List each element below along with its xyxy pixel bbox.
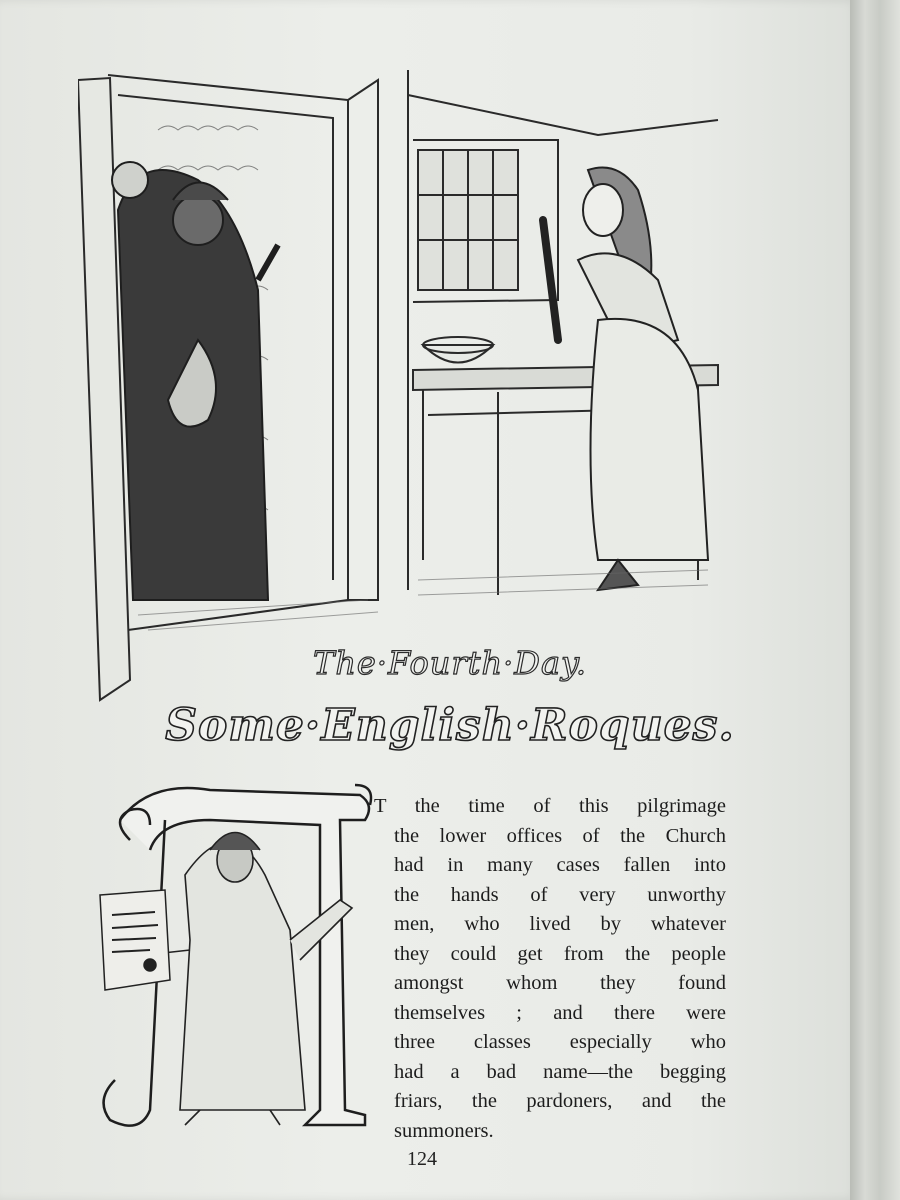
text-line: men, who lived by whatever xyxy=(394,913,726,935)
text-line: the lower offices of the Church xyxy=(394,824,726,847)
body-paragraph xyxy=(374,792,726,1146)
text-line: summoners. xyxy=(394,1119,494,1142)
page-edge xyxy=(850,0,900,1200)
text-line: T the time of this pilgrimage xyxy=(374,795,726,817)
text-line: friars, the pardoners, and the xyxy=(394,1090,726,1112)
text-line: the hands of very unworthy xyxy=(394,883,726,906)
text-line: amongst whom they found xyxy=(394,972,726,994)
chapter-day-heading: The·Fourth·Day. xyxy=(312,644,588,682)
chapter-title: Some·English·Roques. xyxy=(165,700,735,751)
text-line: had in many cases fallen into xyxy=(394,854,726,876)
text-line: they could get from the people xyxy=(394,942,726,965)
illuminated-initial-friar xyxy=(90,780,380,1150)
kitchen-doorway-illustration xyxy=(78,40,728,710)
text-line: themselves ; and there were xyxy=(394,1001,726,1024)
text-line: three classes especially who xyxy=(394,1031,726,1053)
page-number: 124 xyxy=(407,1148,437,1170)
text-line: had a bad name—the begging xyxy=(394,1060,726,1083)
